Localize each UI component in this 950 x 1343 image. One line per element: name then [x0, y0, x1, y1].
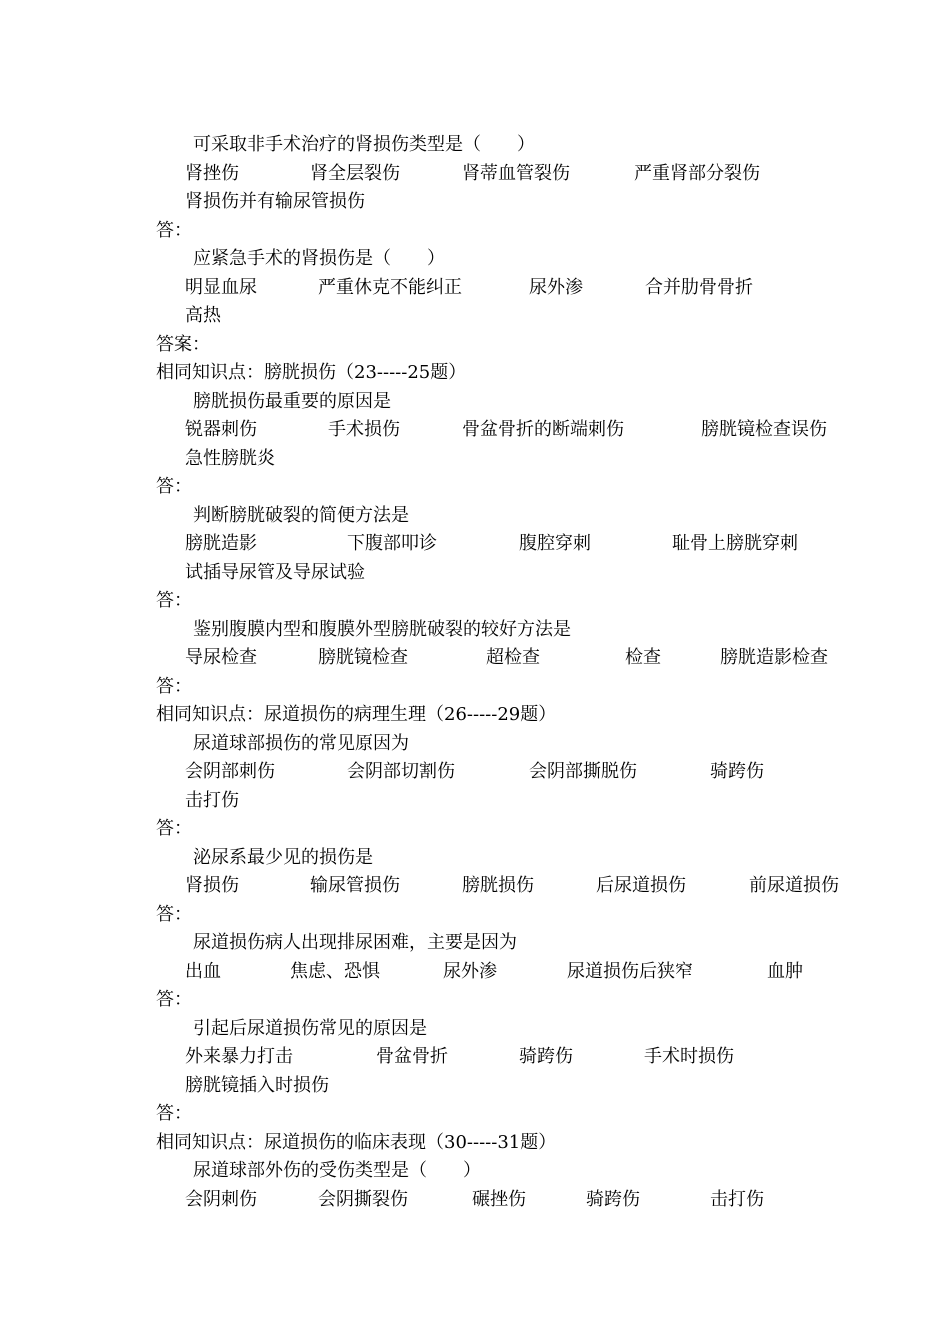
question-stem: 引起后尿道损伤常见的原因是 — [193, 1017, 427, 1039]
answer-option: 高热 — [185, 305, 221, 326]
option-row — [0, 160, 950, 189]
answer-option: 出血 — [185, 960, 221, 982]
answer-option: 导尿检查 — [185, 647, 257, 668]
answer-option: 合并肋骨骨折 — [645, 276, 753, 298]
option-row — [0, 274, 950, 303]
answer-option: 肾损伤 — [185, 875, 239, 896]
answer-option: 骑跨伤 — [586, 1188, 640, 1210]
answer-option: 肾蒂血管裂伤 — [462, 162, 570, 184]
answer-option: 肾挫伤 — [185, 162, 239, 184]
answer-option: 膀胱镜检查误伤 — [701, 419, 827, 440]
answer-option: 膀胱造影 — [185, 533, 257, 554]
answer-option: 手术时损伤 — [644, 1046, 734, 1067]
option-row — [0, 958, 950, 987]
option-row — [0, 416, 950, 445]
answer-option: 焦虑、恐惧 — [290, 960, 380, 982]
answer-option: 尿外渗 — [443, 960, 497, 982]
answer-option: 耻骨上膀胱穿刺 — [672, 533, 798, 554]
question-stem: 可采取非手术治疗的肾损伤类型是（ ） — [193, 134, 535, 155]
answer-label: 答： — [156, 818, 192, 839]
answer-option: 骑跨伤 — [710, 761, 764, 782]
answer-option: 血肿 — [767, 960, 803, 982]
answer-option: 膀胱镜检查 — [318, 647, 408, 668]
answer-label: 答： — [156, 590, 192, 611]
answer-option: 会阴部撕脱伤 — [529, 761, 637, 782]
option-row — [0, 1186, 950, 1215]
answer-option: 骨盆骨折 — [376, 1046, 448, 1067]
answer-label: 答： — [156, 1103, 192, 1124]
answer-option: 试插导尿管及导尿试验 — [185, 561, 365, 583]
question-stem: 泌尿系最少见的损伤是 — [193, 846, 373, 868]
question-stem: 判断膀胱破裂的简便方法是 — [193, 504, 409, 526]
option-row — [0, 530, 950, 559]
answer-option: 会阴部切割伤 — [347, 761, 455, 782]
question-stem: 尿道球部损伤的常见原因为 — [193, 732, 409, 754]
answer-option: 输尿管损伤 — [310, 875, 400, 896]
answer-option: 下腹部叩诊 — [347, 533, 437, 554]
option-row — [0, 872, 950, 901]
answer-label: 答： — [156, 989, 192, 1010]
option-row — [0, 644, 950, 673]
answer-option: 击打伤 — [710, 1188, 764, 1210]
question-stem: 应紧急手术的肾损伤是（ ） — [193, 248, 445, 269]
answer-option: 会阴部刺伤 — [185, 761, 275, 782]
answer-option: 尿道损伤后狭窄 — [567, 960, 693, 982]
answer-label: 答： — [156, 476, 192, 497]
answer-option: 膀胱损伤 — [462, 875, 534, 896]
answer-option: 会阴撕裂伤 — [318, 1188, 408, 1210]
answer-label: 答： — [156, 219, 192, 241]
answer-option: 明显血尿 — [185, 276, 257, 298]
answer-option: 锐器刺伤 — [185, 419, 257, 440]
answer-option: 膀胱镜插入时损伤 — [185, 1074, 329, 1096]
answer-option: 尿外渗 — [529, 276, 583, 298]
option-row — [0, 559, 950, 588]
answer-option: 前尿道损伤 — [749, 875, 839, 896]
question-stem: 膀胱损伤最重要的原因是 — [193, 390, 391, 412]
question-stem: 尿道损伤病人出现排尿困难，主要是因为 — [193, 932, 517, 953]
answer-option: 肾损伤并有输尿管损伤 — [185, 191, 365, 212]
option-row — [0, 787, 950, 816]
option-row — [0, 302, 950, 331]
answer-option: 检查 — [625, 647, 661, 668]
option-row — [0, 1072, 950, 1101]
option-row — [0, 758, 950, 787]
answer-option: 严重肾部分裂伤 — [634, 162, 760, 184]
option-row — [0, 1043, 950, 1072]
answer-option: 手术损伤 — [328, 419, 400, 440]
answer-option: 腹腔穿刺 — [519, 533, 591, 554]
answer-option: 急性膀胱炎 — [185, 447, 275, 469]
answer-option: 超检查 — [486, 647, 540, 668]
answer-option: 会阴刺伤 — [185, 1188, 257, 1210]
answer-label: 答： — [156, 675, 192, 697]
answer-option: 外来暴力打击 — [185, 1046, 293, 1067]
answer-option: 骨盆骨折的断端刺伤 — [462, 419, 624, 440]
topic-heading: 相同知识点：膀胱损伤（23-----25题） — [156, 362, 467, 383]
answer-label: 答案： — [156, 333, 210, 355]
question-stem: 鉴别腹膜内型和腹膜外型膀胱破裂的较好方法是 — [193, 618, 571, 640]
answer-option: 碾挫伤 — [472, 1188, 526, 1210]
topic-heading: 相同知识点：尿道损伤的病理生理（26-----29题） — [156, 704, 557, 725]
question-stem: 尿道球部外伤的受伤类型是（ ） — [193, 1160, 481, 1181]
document-body — [0, 131, 950, 1214]
answer-option: 严重休克不能纠正 — [318, 276, 462, 298]
option-row — [0, 188, 950, 217]
answer-option: 膀胱造影检查 — [720, 647, 828, 668]
answer-label: 答： — [156, 903, 192, 925]
answer-option: 击打伤 — [185, 789, 239, 811]
answer-option: 骑跨伤 — [519, 1046, 573, 1067]
answer-option: 肾全层裂伤 — [310, 162, 400, 184]
topic-heading: 相同知识点：尿道损伤的临床表现（30-----31题） — [156, 1131, 557, 1153]
option-row — [0, 445, 950, 474]
answer-option: 后尿道损伤 — [596, 875, 686, 896]
